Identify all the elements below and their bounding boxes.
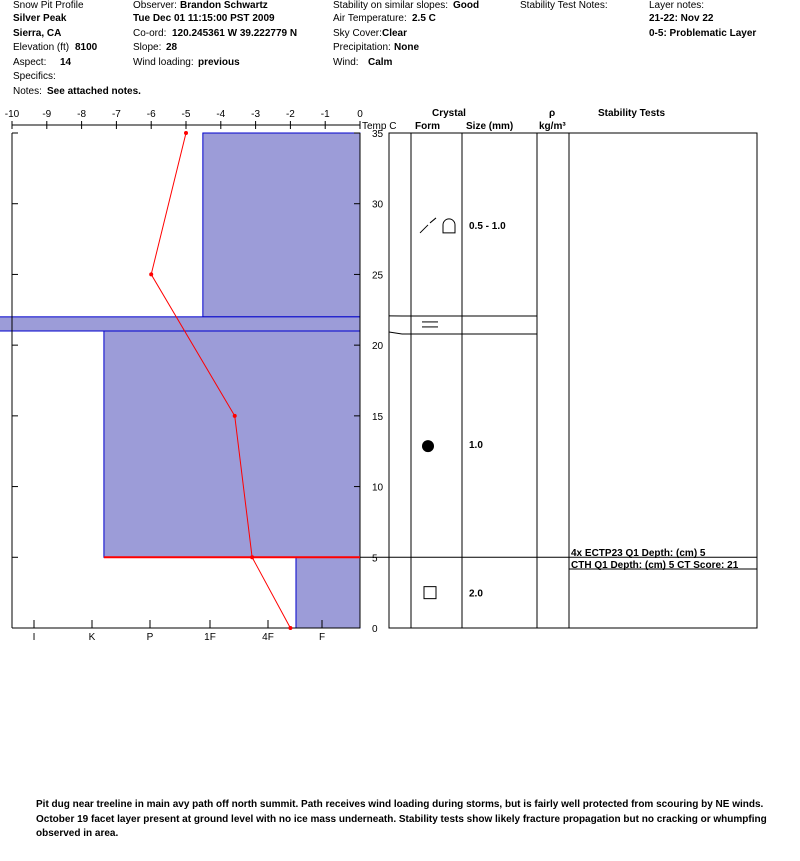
- stability-test-result: 4x ECTP23 Q1 Depth: (cm) 5: [571, 548, 706, 559]
- air-temp-label: Air Temperature:: [333, 13, 407, 24]
- temp-tick-label: -10: [4, 109, 20, 120]
- hardness-tick-label: I: [32, 632, 36, 643]
- decomposing-fragments-icon: [420, 225, 428, 233]
- temp-tick-label: -5: [181, 109, 191, 120]
- hardness-tick-label: P: [146, 632, 154, 643]
- rounded-grain-icon: [443, 219, 455, 233]
- temperature-point: [233, 414, 237, 418]
- hardness-layer-bar: [203, 133, 360, 317]
- layer-note-2: 0-5: Problematic Layer: [649, 28, 757, 39]
- hardness-layer-bar: [104, 331, 360, 557]
- wind-label: Wind:: [333, 57, 359, 68]
- depth-tick-label: 0: [372, 624, 378, 635]
- temp-tick-label: -3: [251, 109, 261, 120]
- sky-cover-value: Clear: [382, 28, 408, 39]
- elevation-value: 8100: [75, 42, 98, 53]
- crystal-header: Crystal: [432, 108, 466, 119]
- temperature-point: [184, 131, 188, 135]
- crystal-size-label: 0.5 - 1.0: [469, 220, 506, 232]
- density-symbol: ρ: [549, 108, 556, 119]
- depth-tick-label: 15: [372, 411, 384, 423]
- precipitation-value: None: [394, 42, 419, 53]
- temp-tick-label: -8: [77, 109, 87, 120]
- layer-note-1: 21-22: Nov 22: [649, 13, 714, 24]
- pit-notes: Pit dug near treeline in main avy path off north summit. Path receives wind loading during storms, but is fairly well protected from scouring by NE winds. October 19 facet layer present at ground level with no ice mass underneath. Stability tests show likely fracture propagation but no cracking or whumpfing observed in area.: [36, 799, 767, 839]
- faceted-grain-icon: [424, 587, 436, 599]
- aspect-label: Aspect:: [13, 57, 47, 68]
- hardness-tick-label: F: [318, 632, 326, 643]
- notes-label: Notes:: [13, 86, 42, 97]
- depth-tick-label: 30: [372, 199, 384, 211]
- temp-tick-label: 0: [357, 109, 363, 120]
- location-name: Silver Peak: [13, 13, 67, 24]
- hardness-layer-bar: [296, 557, 360, 628]
- air-temp-value: 2.5 C: [412, 13, 436, 24]
- temp-tick-label: -6: [146, 109, 156, 120]
- stability-test-result: CTH Q1 Depth: (cm) 5 CT Score: 21: [571, 560, 739, 571]
- stability-tests-header: Stability Tests: [598, 108, 666, 119]
- wind-loading-value: previous: [198, 57, 240, 68]
- temp-tick-label: -4: [216, 109, 226, 120]
- aspect-value: 14: [60, 57, 72, 68]
- coord-value: 120.245361 W 39.222779 N: [172, 28, 298, 39]
- depth-tick-label: 35: [372, 129, 384, 140]
- decomposing-fragments-icon: [430, 218, 436, 223]
- coord-label: Co-ord:: [133, 28, 167, 39]
- temp-tick-label: -1: [320, 109, 330, 120]
- slope-label: Slope:: [133, 42, 162, 53]
- temperature-point: [149, 272, 153, 276]
- form-header: Form: [415, 121, 440, 132]
- precipitation-label: Precipitation:: [333, 42, 391, 53]
- rounded-grain-filled-icon: [422, 440, 434, 452]
- sky-cover-label: Sky Cover:: [333, 28, 382, 39]
- layer-notes-label: Layer notes:: [649, 0, 705, 11]
- wind-loading-label: Wind loading:: [133, 57, 194, 68]
- elevation-label: Elevation (ft): [13, 42, 70, 53]
- specifics-label: Specifics:: [13, 71, 56, 82]
- observer-value: Brandon Schwartz: [180, 0, 268, 11]
- depth-tick-label: 10: [372, 482, 384, 494]
- crystal-size-label: 2.0: [469, 588, 483, 600]
- hardness-tick-label: 1F: [204, 632, 216, 643]
- depth-tick-label: 25: [372, 270, 384, 282]
- density-unit: kg/m³: [539, 121, 566, 132]
- hardness-layers: [0, 133, 360, 628]
- observer-label: Observer:: [133, 0, 177, 11]
- slope-value: 28: [166, 42, 178, 53]
- layer-connector: [389, 332, 402, 334]
- hardness-tick-label: 4F: [262, 632, 274, 643]
- observation-datetime: Tue Dec 01 11:15:00 PST 2009: [133, 13, 275, 24]
- stability-value: Good: [453, 0, 480, 11]
- depth-tick-label: 5: [372, 553, 378, 565]
- profile-type-label: Snow Pit Profile: [13, 0, 84, 11]
- stability-test-notes-label: Stability Test Notes:: [520, 0, 608, 11]
- stability-label: Stability on similar slopes:: [333, 0, 449, 11]
- notes-value: See attached notes.: [47, 86, 141, 97]
- temp-axis-title: Temp C: [362, 121, 397, 132]
- depth-tick-label: 20: [372, 341, 384, 353]
- temp-tick-label: -9: [42, 109, 52, 120]
- temp-tick-label: -7: [111, 109, 121, 120]
- crystal-size-label: 1.0: [469, 440, 483, 452]
- size-header: Size (mm): [466, 121, 514, 132]
- hardness-tick-label: K: [88, 632, 96, 643]
- temp-tick-label: -2: [285, 109, 295, 120]
- wind-value: Calm: [368, 57, 393, 68]
- temperature-point: [288, 626, 292, 630]
- layer-table: [360, 133, 757, 628]
- region-name: Sierra, CA: [13, 28, 62, 39]
